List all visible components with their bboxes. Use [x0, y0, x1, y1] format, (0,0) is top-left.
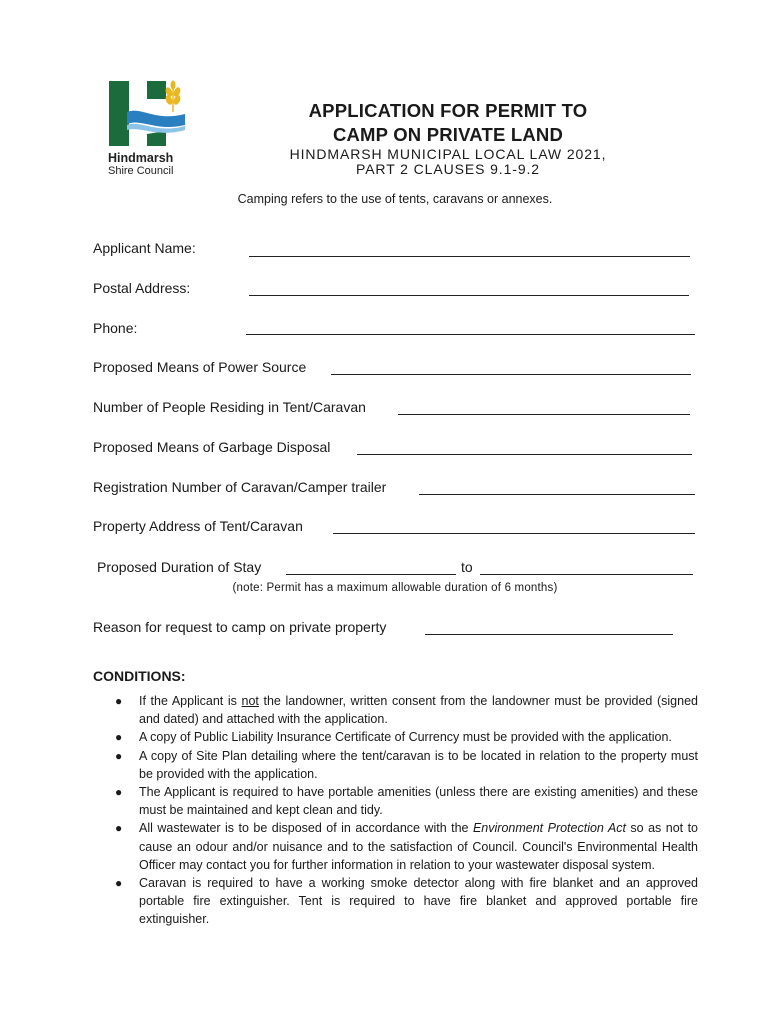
duration-from-field[interactable]	[286, 574, 456, 575]
logo-h-left-bar	[109, 81, 129, 146]
logo-h-right-top	[147, 81, 166, 99]
applicant-name-field[interactable]	[249, 256, 690, 257]
logo-wheat	[164, 81, 182, 113]
condition-item: ● A copy of Site Plan detailing where the tent/caravan is to be located in relation to the property must be provided with the application.	[115, 748, 698, 781]
registration-label: Registration Number of Caravan/Camper trailer	[93, 479, 387, 495]
page-title-line2: CAMP ON PRIVATE LAND	[332, 124, 564, 145]
power-source-field[interactable]	[331, 374, 691, 375]
page-title-line1: APPLICATION FOR PERMIT TO	[308, 100, 588, 121]
power-source-label: Proposed Means of Power Source	[93, 359, 307, 375]
condition-item: ● All wastewater is to be disposed of in accordance with the Environment Protection Act so as not to cause an odour and/or nuisance and to the satisfaction of Council. Council's Environmental Health Officer may contact you for further information in relation to your wastewater disposal system.	[115, 821, 699, 872]
duration-to-label: to	[461, 559, 473, 575]
postal-address-field[interactable]	[249, 295, 689, 296]
duration-to-field[interactable]	[480, 574, 693, 575]
garbage-field[interactable]	[357, 454, 692, 455]
logo-subtitle: Shire Council	[108, 165, 174, 177]
bullet-icon: ●	[115, 876, 123, 891]
property-address-field[interactable]	[333, 533, 695, 534]
bullet-icon: ●	[115, 785, 123, 800]
people-field[interactable]	[398, 414, 690, 415]
phone-label: Phone:	[93, 320, 138, 336]
conditions-list	[112, 692, 698, 929]
bullet-icon: ●	[115, 730, 123, 745]
condition-item: ● The Applicant is required to have portable amenities (unless there are existing amenities) and these must be maintained and kept clean and tidy.	[115, 785, 698, 818]
bullet-icon: ●	[115, 694, 123, 708]
condition-item: ● Caravan is required to have a working smoke detector along with fire blanket and an approved portable fire extinguisher. Tent is required to have fire blanket and approved portable fire extinguisher.	[115, 876, 698, 927]
bullet-icon: ●	[115, 821, 123, 836]
subtitle-line2: PART 2 CLAUSES 9.1-9.2	[356, 161, 540, 177]
condition-item: ● A copy of Public Liability Insurance Certificate of Currency must be provided with the application.	[112, 728, 698, 746]
reason-field[interactable]	[425, 634, 673, 635]
subtitle-line1: HINDMARSH MUNICIPAL LOCAL LAW 2021,	[289, 146, 607, 162]
duration-note: (note: Permit has a maximum allowable duration of 6 months)	[232, 582, 558, 594]
registration-field[interactable]	[419, 494, 695, 495]
people-label: Number of People Residing in Tent/Caravan	[93, 399, 366, 415]
property-address-label: Property Address of Tent/Caravan	[93, 518, 303, 534]
intro-text: Camping refers to the use of tents, caravans or annexes.	[237, 192, 553, 206]
logo-name: Hindmarsh	[108, 151, 174, 165]
logo-h-right-bottom	[147, 131, 166, 146]
applicant-name-label: Applicant Name:	[93, 240, 196, 256]
condition-item: ● If the Applicant is not the landowner, written consent from the landowner must be provided (signed and dated) and attached with the application.	[115, 694, 698, 727]
conditions-heading: CONDITIONS:	[93, 668, 186, 684]
postal-address-label: Postal Address:	[93, 280, 191, 296]
reason-label: Reason for request to camp on private property	[93, 619, 387, 635]
garbage-label: Proposed Means of Garbage Disposal	[93, 439, 331, 455]
duration-label: Proposed Duration of Stay	[97, 559, 262, 575]
bullet-icon: ●	[115, 748, 123, 763]
phone-field[interactable]	[246, 334, 695, 335]
